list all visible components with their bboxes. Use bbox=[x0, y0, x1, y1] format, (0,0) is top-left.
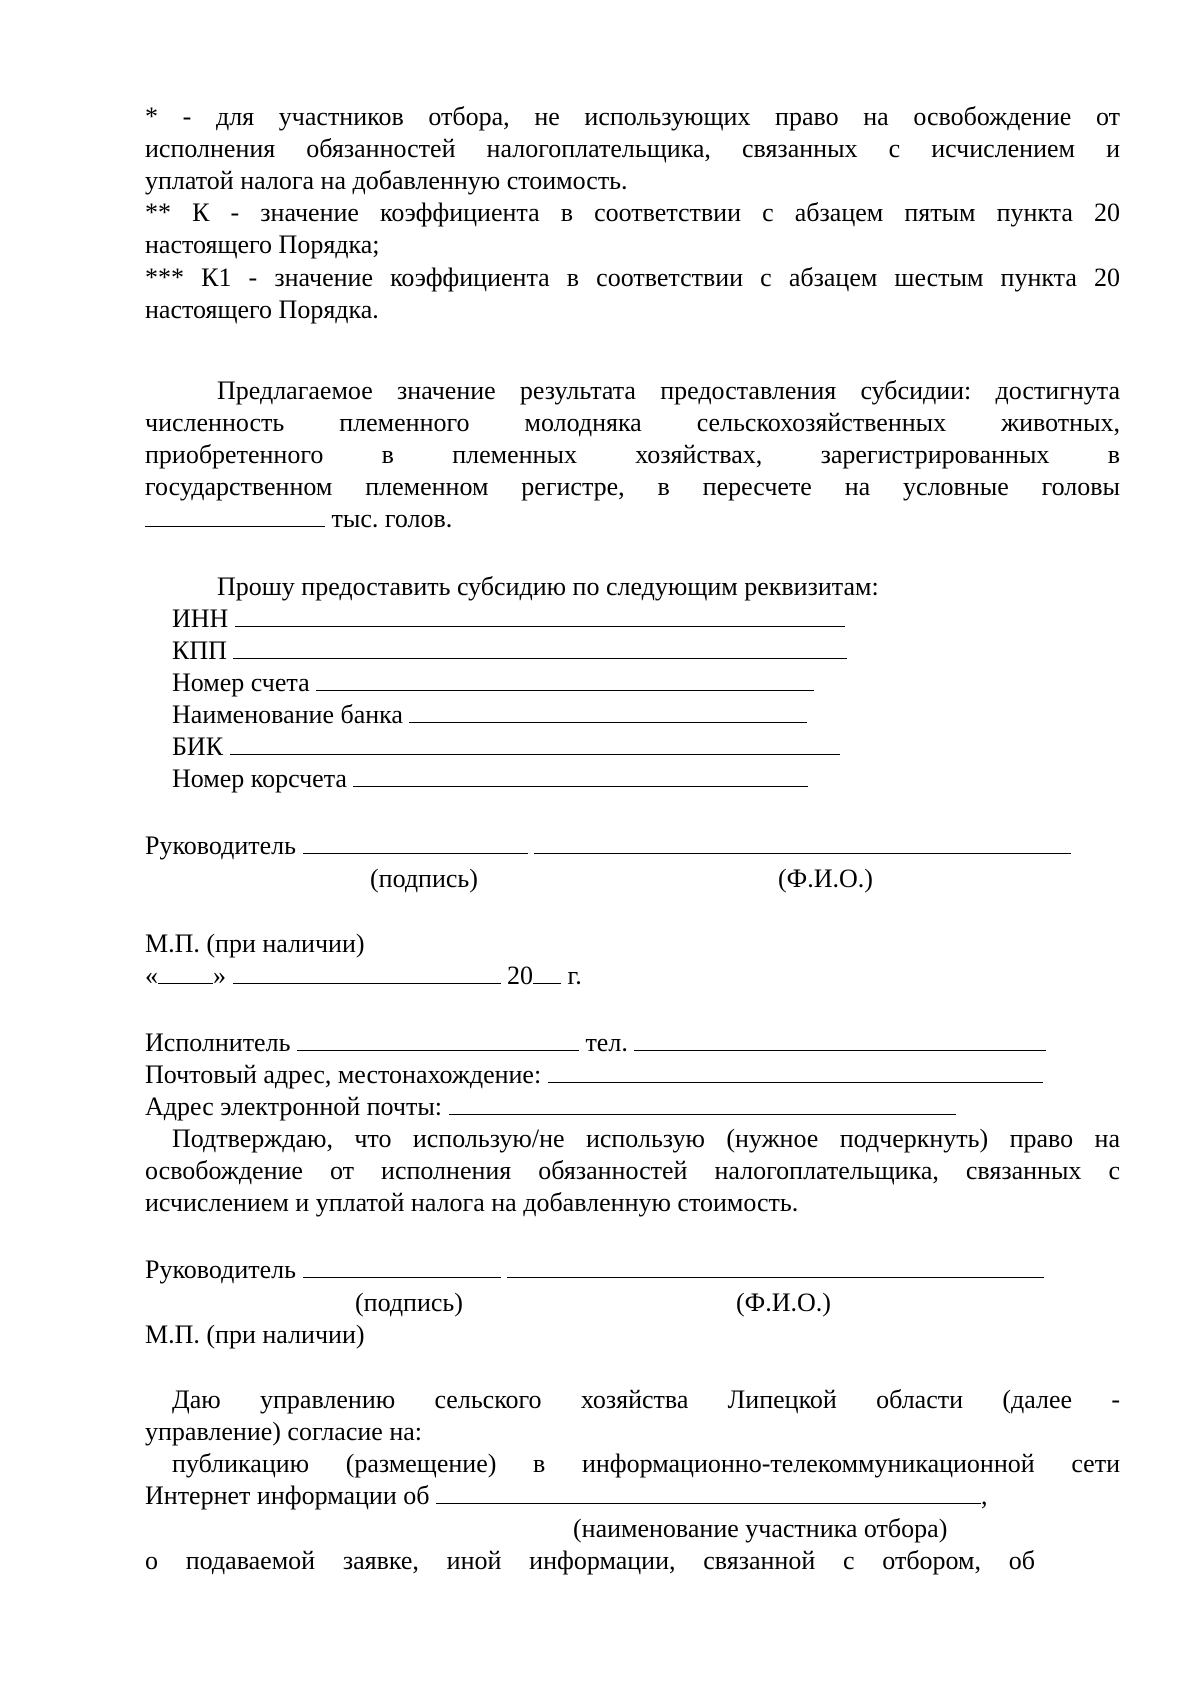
confirm-line-1: Подтверждаю, что использую/не использую (нужное подчеркнуть) право на bbox=[172, 1124, 1120, 1153]
account-row bbox=[172, 667, 1147, 699]
tel-label: тел. bbox=[585, 1028, 628, 1057]
result-value-blank[interactable] bbox=[145, 504, 325, 527]
bik-field[interactable] bbox=[230, 732, 840, 755]
sign1-signature-field[interactable] bbox=[303, 831, 528, 854]
result-unit: тыс. голов. bbox=[331, 504, 453, 533]
sign2-mp: М.П. (при наличии) bbox=[145, 1320, 365, 1349]
bank-field[interactable] bbox=[409, 700, 807, 723]
tel-field[interactable] bbox=[634, 1028, 1046, 1051]
sign1-row bbox=[145, 830, 1120, 862]
participant-name-caption: (наименование участника отбора) bbox=[573, 1514, 948, 1543]
consent-line-3: публикацию (размещение) в информационно-телекоммуникационной сети bbox=[172, 1449, 1120, 1478]
bik-row bbox=[172, 731, 1147, 763]
note-3-line-2: настоящего Порядка. bbox=[145, 295, 379, 324]
sign2-row bbox=[145, 1254, 1120, 1286]
consent-line-1: Даю управлению сельского хозяйства Липецкой области (далее - bbox=[172, 1385, 1120, 1414]
consent-line-4 bbox=[145, 1480, 1120, 1512]
date-open-quote: « bbox=[145, 961, 158, 990]
kpp-row bbox=[172, 635, 1147, 667]
sign2-signature-caption: (подпись) bbox=[355, 1288, 463, 1317]
postal-row bbox=[145, 1059, 1120, 1091]
confirm-line-3: исчислением и уплатой налога на добавленную стоимость. bbox=[145, 1188, 799, 1217]
note-3-line-1: *** К1 - значение коэффициента в соответствии с абзацем шестым пункта 20 bbox=[145, 263, 1120, 292]
note-2-line-2: настоящего Порядка; bbox=[145, 230, 380, 259]
executor-row bbox=[145, 1027, 1120, 1059]
email-row bbox=[145, 1091, 1120, 1123]
date-close-quote: » bbox=[213, 961, 226, 990]
corr-field[interactable] bbox=[353, 764, 808, 787]
sign1-mp: М.П. (при наличии) bbox=[145, 929, 365, 958]
sign1-fio-caption: (Ф.И.О.) bbox=[778, 864, 873, 893]
date-year-suffix: г. bbox=[567, 961, 582, 990]
postal-field[interactable] bbox=[548, 1060, 1043, 1083]
confirm-line-2: освобождение от исполнения обязанностей налогоплательщика, связанных с bbox=[145, 1156, 1120, 1185]
participant-name-field[interactable] bbox=[436, 1481, 981, 1504]
executor-field[interactable] bbox=[297, 1028, 579, 1051]
result-value-row bbox=[145, 503, 1120, 535]
consent-comma: , bbox=[980, 1481, 988, 1510]
postal-label: Почтовый адрес, местонахождение: bbox=[145, 1060, 542, 1089]
result-line-1: Предлагаемое значение результата предоставления субсидии: достигнута bbox=[217, 376, 1120, 405]
date-row bbox=[145, 960, 1120, 992]
sign1-fio-field[interactable] bbox=[534, 831, 1071, 854]
email-field[interactable] bbox=[449, 1092, 956, 1115]
kpp-field[interactable] bbox=[233, 636, 847, 659]
note-1-line-3: уплатой налога на добавленную стоимость. bbox=[145, 166, 628, 195]
corr-row bbox=[172, 763, 1147, 795]
email-label: Адрес электронной почты: bbox=[145, 1092, 443, 1121]
result-line-2: численность племенного молодняка сельскохозяйственных животных, bbox=[145, 408, 1120, 437]
sign2-signature-field[interactable] bbox=[303, 1255, 501, 1278]
account-label: Номер счета bbox=[172, 668, 310, 697]
date-day-field[interactable] bbox=[158, 961, 213, 984]
bank-label: Наименование банка bbox=[172, 700, 403, 729]
result-line-4: государственном племенном регистре, в пересчете на условные головы bbox=[145, 472, 1120, 501]
inn-field[interactable] bbox=[235, 604, 845, 627]
corr-label: Номер корсчета bbox=[172, 764, 347, 793]
sign1-head-label: Руководитель bbox=[145, 831, 296, 860]
result-line-3: приобретенного в племенных хозяйствах, зарегистрированных в bbox=[145, 440, 1120, 469]
note-1-line-2: исполнения обязанностей налогоплательщика, связанных с исчислением и bbox=[145, 134, 1120, 163]
account-field[interactable] bbox=[316, 668, 814, 691]
inn-row bbox=[172, 603, 1147, 635]
note-2-line-1: ** К - значение коэффициента в соответствии с абзацем пятым пункта 20 bbox=[145, 198, 1120, 227]
bank-row bbox=[172, 699, 1147, 731]
sign1-signature-caption: (подпись) bbox=[370, 864, 478, 893]
requisites-intro: Прошу предоставить субсидию по следующим реквизитам: bbox=[217, 572, 879, 601]
executor-label: Исполнитель bbox=[145, 1028, 291, 1057]
consent-line-2: управление) согласие на: bbox=[145, 1417, 422, 1446]
date-month-field[interactable] bbox=[233, 961, 501, 984]
sign2-head-label: Руководитель bbox=[145, 1255, 296, 1284]
sign2-fio-field[interactable] bbox=[507, 1255, 1044, 1278]
date-year-prefix: 20 bbox=[507, 961, 533, 990]
inn-label: ИНН bbox=[172, 604, 229, 633]
note-1-line-1: * - для участников отбора, не использующих право на освобождение от bbox=[145, 102, 1120, 131]
consent-line-4-text: Интернет информации об bbox=[145, 1481, 430, 1510]
bik-label: БИК bbox=[172, 732, 224, 761]
sign2-fio-caption: (Ф.И.О.) bbox=[736, 1288, 831, 1317]
kpp-label: КПП bbox=[172, 636, 227, 665]
date-year-field[interactable] bbox=[533, 961, 561, 984]
consent-last-line: о подаваемой заявке, иной информации, связанной с отбором, об bbox=[145, 1546, 1035, 1575]
